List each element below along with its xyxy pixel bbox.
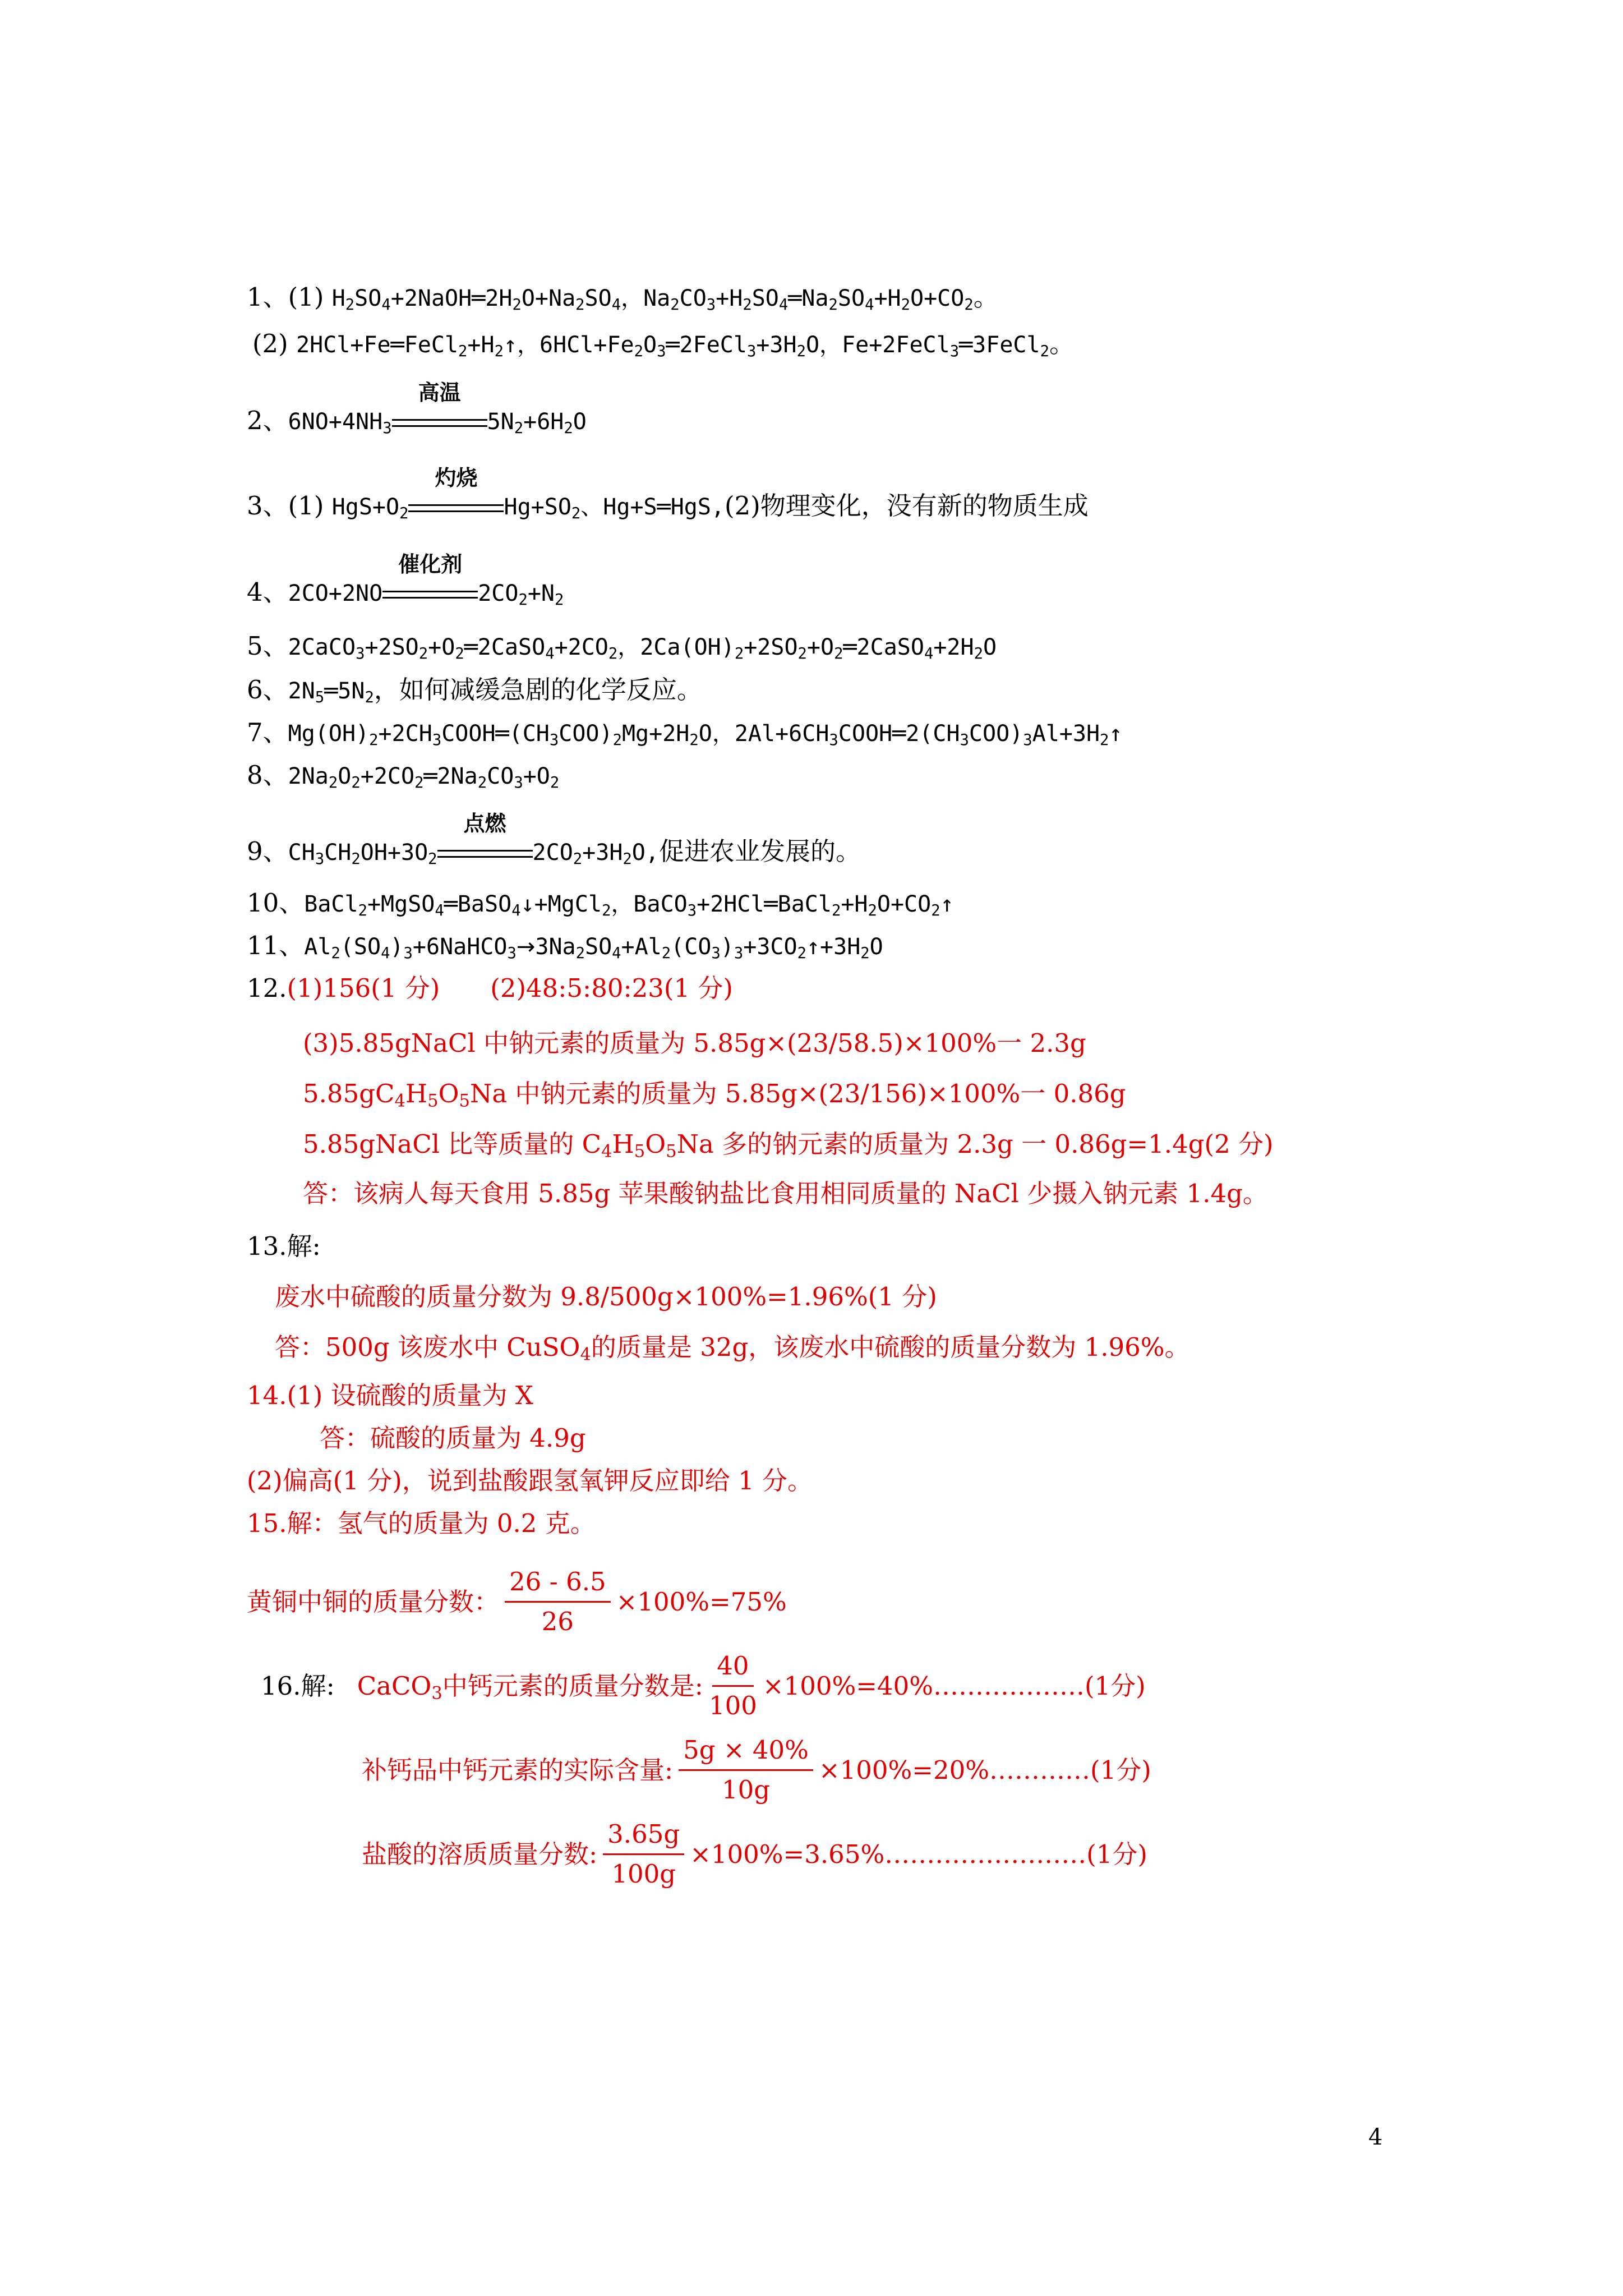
- answer-13-line-1: 废水中硫酸的质量分数为 9.8/500g×100%=1.96%(1 分): [275, 1282, 937, 1312]
- answer-16-line-3: 盐酸的溶质质量分数: $\frac{3.65g}{100g}$ ×100%=3.65%……………………(1分): [362, 1818, 1147, 1891]
- answer-13-line-2: 答：500g 该废水中 CuSO$_4$的质量是 32g，该废水中硫酸的质量分数为 1.96%。: [275, 1332, 1190, 1365]
- answer-6: 6、$2N_5═5N_2$，如何减缓急剧的化学反应。: [247, 675, 702, 706]
- equation: $2CaCO_3+2SO_2+O_2═2CaSO_4+2CO_2$，$2Ca(OH)_2+2SO_2+O_2═2CaSO_4+2H_2O$: [288, 634, 997, 662]
- equation: $2N_5═5N_2$: [288, 678, 374, 706]
- equation: $6NO+4NH_3$ 高温 $5N_2+6H_2O$: [288, 409, 587, 435]
- answer-11: 11、$Al_2(SO_4)_3+6NaHCO_3\to 3Na_2SO_4+Al_2(CO_3)_3+3CO_2↑+3H_2O$: [247, 931, 883, 962]
- answer-12-line-3: (3)5.85gNaCl 中钠元素的质量为 5.85g×(23/58.5)×100%一 2.3g: [303, 1028, 1086, 1058]
- answer-7: 7、$Mg(OH)_2+2CH_3COOH═(CH_3COO)_2Mg+2H_2O$，$2Al+6CH_3COOH═2(CH_3COO)_3Al+3H_2↑$: [247, 717, 1123, 749]
- answer-14-line-2: 答：硫酸的质量为 4.9g: [320, 1423, 586, 1453]
- answer-10: 10、BaCl$_2$+MgSO$_4$═BaSO$_4$↓+MgCl$_2$，$BaCO_3+2HCl═BaCl_2+H_2O+CO_2↑$: [247, 888, 954, 919]
- arrow-icon: →: [516, 934, 536, 960]
- answer-1-line-2: (2) $2HCl+Fe═FeCl_2+H_2↑$，$6HCl+Fe_2O_3═2FeCl_3+3H_2O$，Fe+2FeCl$_3$═3FeCl$_2$。: [252, 329, 1075, 360]
- answer-4: 4、2CO+2NO 催化剂 $2CO_2+N_2$: [247, 576, 564, 610]
- equation: $H_2SO_4+2NaOH═2H_2O+Na_2SO_4$，$Na_2CO_3+H_2SO_4═Na_2SO_4+H_2O+CO_2$: [331, 286, 974, 314]
- answer-8: 8、$2Na_2O_2+2CO_2═2Na_2CO_3+O_2$: [247, 760, 560, 792]
- equation: $Mg(OH)_2+2CH_3COOH═(CH_3COO)_2Mg+2H_2O$，$2Al+6CH_3COOH═2(CH_3COO)_3Al+3H_2↑$: [288, 721, 1123, 749]
- answer-15-line-2: 黄铜中铜的质量分数： $\frac{26 - 6.5}{26}$ ×100%=75%: [247, 1565, 787, 1639]
- fraction: $\frac{40}{100}$: [709, 1649, 757, 1723]
- fraction: $\frac{26 - 6.5}{26}$: [505, 1565, 611, 1639]
- answer-12-head: 12.(1)156(1 分) (2)48:5:80:23(1 分): [247, 973, 733, 1003]
- answer-14-line-1: 14.(1) 设硫酸的质量为 X: [247, 1381, 533, 1410]
- equation: $Al_2(SO_4)_3+6NaHCO_3\to 3Na_2SO_4+Al_2(CO_3)_3+3CO_2↑+3H_2O$: [304, 934, 883, 962]
- answer-9: 9、$CH_3CH_2OH+3O_2$ 点燃 $2CO_2+3H_2O$,促进农业发展的。: [247, 835, 861, 869]
- fraction: $\frac{5g \times 40\%}{10g}$: [679, 1733, 813, 1807]
- answer-5: 5、$2CaCO_3+2SO_2+O_2═2CaSO_4+2CO_2$，$2Ca(OH)_2+2SO_2+O_2═2CaSO_4+2H_2O$: [247, 631, 997, 662]
- page-number: 4: [1368, 2124, 1383, 2150]
- equation: $CH_3CH_2OH+3O_2$ 点燃 $2CO_2+3H_2O$,: [288, 840, 659, 866]
- answer-3: 3、(1) $HgS+O_2$ 灼烧 $Hg+SO_2$、Hg+S═HgS,(2)物理变化，没有新的物质生成: [247, 489, 1089, 524]
- reaction-condition: 点燃: [437, 836, 533, 869]
- answer-16-line-1: 16.解: CaCO$_3$中钙元素的质量分数是: $\frac{40}{100}$ ×100%=40%………………(1分): [261, 1649, 1146, 1723]
- answer-16-line-2: 补钙品中钙元素的实际含量: $\frac{5g \times 40\%}{10g}$ ×100%=20%…………(1分): [362, 1733, 1151, 1807]
- reaction-condition: 灼烧: [408, 490, 504, 524]
- fraction: $\frac{3.65g}{100g}$: [603, 1818, 684, 1891]
- answer-14-line-3: (2)偏高(1 分)，说到盐酸跟氢氧钾反应即给 1 分。: [247, 1466, 813, 1496]
- reaction-condition: 催化剂: [382, 577, 478, 610]
- equation: $HgS+O_2$ 灼烧 $Hg+SO_2$、Hg+S═HgS,: [332, 494, 725, 520]
- equation: 2CO+2NO 催化剂 $2CO_2+N_2$: [288, 581, 564, 606]
- answer-1-line-1: 1、(1) $H_2SO_4+2NaOH═2H_2O+Na_2SO_4$，$Na_2CO_3+H_2SO_4═Na_2SO_4+H_2O+CO_2$。: [247, 282, 999, 314]
- equation: $2HCl+Fe═FeCl_2+H_2↑$，$6HCl+Fe_2O_3═2FeCl_3+3H_2O$，Fe+2FeCl$_3$═3FeCl$_2$: [296, 332, 1049, 360]
- answer-12-line-5: 5.85gNaCl 比等质量的 $C_4H_5O_5Na$ 多的钠元素的质量为 2.3g 一 0.86g=1.4g(2 分): [303, 1129, 1274, 1162]
- answer-15-line-1: 15.解：氢气的质量为 0.2 克。: [247, 1508, 596, 1538]
- equation: $2Na_2O_2+2CO_2═2Na_2CO_3+O_2$: [288, 763, 560, 792]
- equation: BaCl$_2$+MgSO$_4$═BaSO$_4$↓+MgCl$_2$，$BaCO_3+2HCl═BaCl_2+H_2O+CO_2↑$: [304, 891, 954, 919]
- reaction-condition: 高温: [392, 405, 487, 439]
- answer-13-head: 13.解:: [247, 1231, 321, 1261]
- answer-2: 2、$6NO+4NH_3$ 高温 $5N_2+6H_2O$: [247, 404, 587, 439]
- answer-12-line-4: $5.85gC_4H_5O_5Na$ 中钠元素的质量为 5.85g×(23/156)×100%一 0.86g: [303, 1079, 1126, 1111]
- answer-12-line-6: 答：该病人每天食用 5.85g 苹果酸钠盐比食用相同质量的 NaCl 少摄入钠元素 1.4g。: [303, 1179, 1268, 1208]
